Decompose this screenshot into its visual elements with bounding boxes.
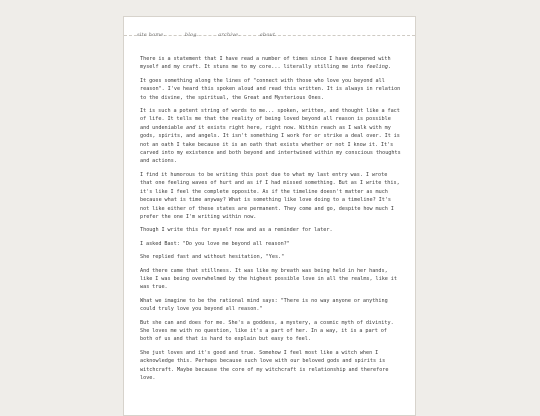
- nav-link-site-home[interactable]: site home.: [137, 32, 166, 38]
- paragraph: She just loves and it's good and true. Somehow I feel most like a witch when I acknowledge this. Perhaps because such love with our beloved gods and spirits is witchcraft. Maybe because the core of my witchcraft is relationship and therefore love.: [140, 349, 389, 381]
- paragraph: I asked Bast: "Do you love me beyond all reason?": [140, 240, 290, 247]
- paragraph: It is such a potent string of words to me... spoken, written, and thought like a fact of life. It tells me that the reality of being loved beyond all reason is possible and undeniable and it exists right here, right now. Within reach as I walk with my gods, spirits, and angels. It isn't something I work for or strike a deal over. It is not an oath I take because it is an oath that exists whether or not I know it. It's carved into my existence and both beyond and intertwined within my conscious thoughts and actions.: [140, 108, 401, 165]
- post-body: [140, 55, 402, 387]
- nav-link-blog[interactable]: blog.: [184, 32, 199, 38]
- paragraph: I find it humorous to be writing this post due to what my last entry was. I wrote that one feeling waves of hurt and as if I had missed something. But as I write this, it's like I feel the complete opposite. As if the timeline doesn't matter as much because what is time anyway? What is something like love doing to a timeline? It's not like either of these states are permanent. They come and go, despite how much I prefer the one I'm writing within now.: [140, 171, 400, 220]
- paragraph: She replied fast and without hesitation, "Yes.": [140, 254, 285, 261]
- top-nav: [124, 17, 415, 36]
- nav-link-about[interactable]: about.: [259, 32, 277, 38]
- paragraph: What we imagine to be the rational mind says: "There is no way anyone or anything could truly love you beyond all reason.": [140, 297, 388, 313]
- nav-link-archive[interactable]: archive.: [218, 32, 241, 38]
- post-card: [123, 16, 416, 416]
- paragraph: There is a statement that I have read a number of times since I have deepened with myself and my craft. It stuns me to my core... literally stilling me into feeling.: [140, 56, 392, 71]
- paragraph: And there came that stillness. It was like my breath was being held in her hands, like I was being overwhelmed by the highest possible love in all the realms, like it was true.: [140, 267, 397, 291]
- paragraph: Though I write this for myself now and as a reminder for later.: [140, 227, 333, 234]
- paragraph: But she can and does for me. She's a goddess, a mystery, a cosmic myth of divinity. She loves me with no question, like it's a part of her. In a way, it is a part of both of us and that is hard to explain but easy to feel.: [140, 319, 394, 343]
- paragraph: It goes something along the lines of "connect with those who love you beyond all reason". I've heard this spoken aloud and read this written. It is always in relation to the divine, the spiritual, the Great and Mysterious Ones.: [140, 77, 401, 101]
